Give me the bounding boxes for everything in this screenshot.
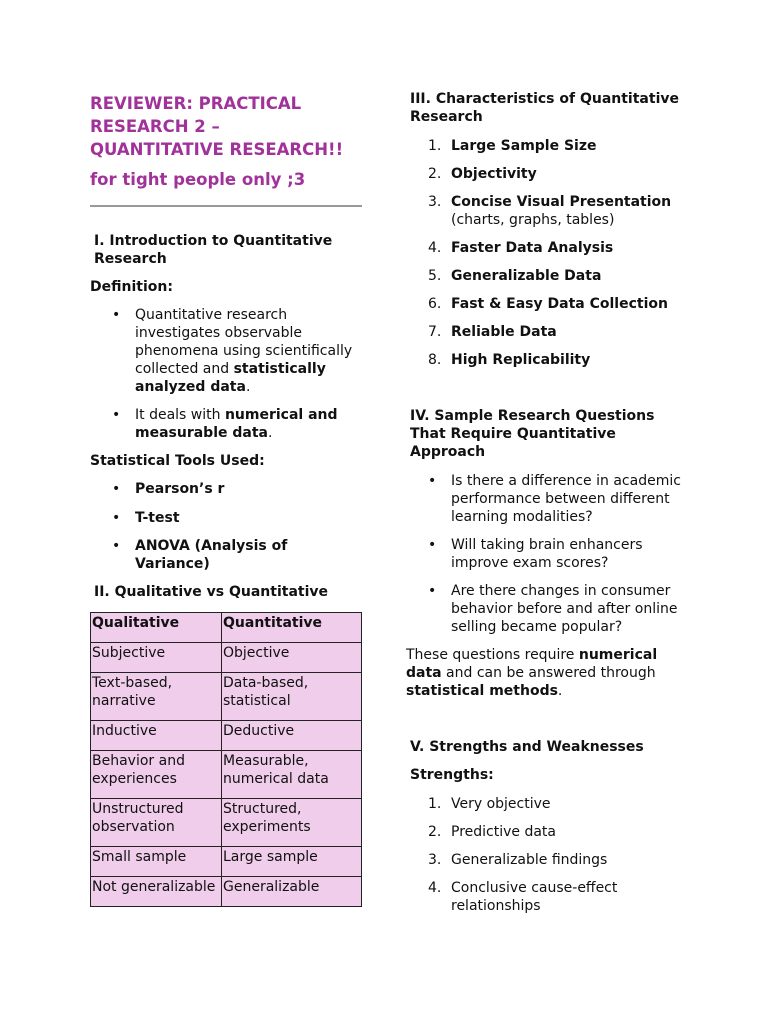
table-cell: Behavior and experiences	[91, 751, 222, 799]
definition-bullet: • It deals with numerical and measurable data.	[90, 406, 362, 442]
table-row	[91, 643, 362, 673]
question-item: • Will taking brain enhancers improve exam scores?	[406, 536, 681, 572]
strengths-label: Strengths:	[410, 767, 494, 783]
section1-heading: I. Introduction to Quantitative Research	[94, 233, 333, 267]
table-cell: Data-based, statistical	[222, 673, 362, 721]
characteristic-item: 3. Concise Visual Presentation (charts, graphs, tables)	[428, 194, 672, 228]
table-row	[91, 877, 362, 907]
table-cell: Measurable, numerical data	[222, 751, 362, 799]
strength-item: 4. Conclusive cause-effect relationships	[428, 880, 618, 914]
table-row	[91, 847, 362, 877]
tools-list	[90, 480, 362, 573]
document-subtitle: for tight people only ;3	[90, 170, 306, 189]
table-header-cell: Quantitative	[222, 613, 362, 643]
characteristic-item: 4. Faster Data Analysis	[428, 240, 614, 256]
tool-item: • ANOVA (Analysis of Variance)	[90, 537, 362, 573]
table-cell: Large sample	[222, 847, 362, 877]
characteristic-item: 2. Objectivity	[428, 166, 537, 182]
tool-item: • T-test	[90, 509, 362, 527]
definition-list	[90, 306, 362, 442]
title-line: RESEARCH 2 –	[90, 117, 220, 136]
question-item: • Are there changes in consumer behavior before and after online selling became popular?	[406, 582, 681, 636]
table-row	[91, 751, 362, 799]
table-row	[91, 721, 362, 751]
left-column	[90, 92, 362, 907]
section5-heading: V. Strengths and Weaknesses	[410, 739, 644, 755]
section3-heading: III. Characteristics of Quantitative Research	[410, 91, 679, 125]
table-cell: Structured, experiments	[222, 799, 362, 847]
section2-heading: II. Qualitative vs Quantitative	[94, 584, 329, 600]
table-header-row	[91, 613, 362, 643]
definition-bullet: • Quantitative research investigates observable phenomena using scientifically collected and statistically analyzed data.	[90, 306, 362, 396]
title-divider	[90, 205, 362, 207]
table-cell: Inductive	[91, 721, 222, 751]
table-cell: Subjective	[91, 643, 222, 673]
strengths-list	[406, 795, 666, 915]
definition-label: Definition:	[90, 279, 173, 295]
table-cell: Small sample	[91, 847, 222, 877]
strength-item: 2. Predictive data	[428, 824, 556, 840]
table-cell: Not generalizable	[91, 877, 222, 907]
document-title	[90, 92, 362, 161]
strength-item: 3. Generalizable findings	[428, 852, 608, 868]
table-cell: Deductive	[222, 721, 362, 751]
questions-summary: These questions require numerical data and can be answered through statistical methods.	[406, 647, 658, 699]
characteristic-item: 1. Large Sample Size	[428, 138, 597, 154]
characteristics-list	[406, 137, 698, 369]
tool-item: • Pearson’s r	[90, 480, 362, 498]
table-cell: Objective	[222, 643, 362, 673]
table-cell: Generalizable	[222, 877, 362, 907]
tools-label: Statistical Tools Used:	[90, 453, 265, 469]
comparison-table	[90, 612, 362, 907]
table-row	[91, 799, 362, 847]
characteristic-item: 7. Reliable Data	[428, 324, 557, 340]
strength-item: 1. Very objective	[428, 796, 551, 812]
characteristic-item: 5. Generalizable Data	[428, 268, 602, 284]
title-line: QUANTITATIVE RESEARCH!!	[90, 140, 344, 159]
question-item: • Is there a difference in academic performance between different learning modalities?	[406, 472, 681, 526]
section4-heading: IV. Sample Research Questions That Require Quantitative Approach	[410, 408, 655, 460]
table-row	[91, 673, 362, 721]
questions-list	[406, 472, 681, 636]
table-cell: Text-based, narrative	[91, 673, 222, 721]
table-header-cell: Qualitative	[91, 613, 222, 643]
title-line: REVIEWER: PRACTICAL	[90, 94, 302, 113]
characteristic-item: 8. High Replicability	[428, 352, 591, 368]
table-cell: Unstructured observation	[91, 799, 222, 847]
characteristic-item: 6. Fast & Easy Data Collection	[428, 296, 668, 312]
right-column	[406, 90, 698, 915]
